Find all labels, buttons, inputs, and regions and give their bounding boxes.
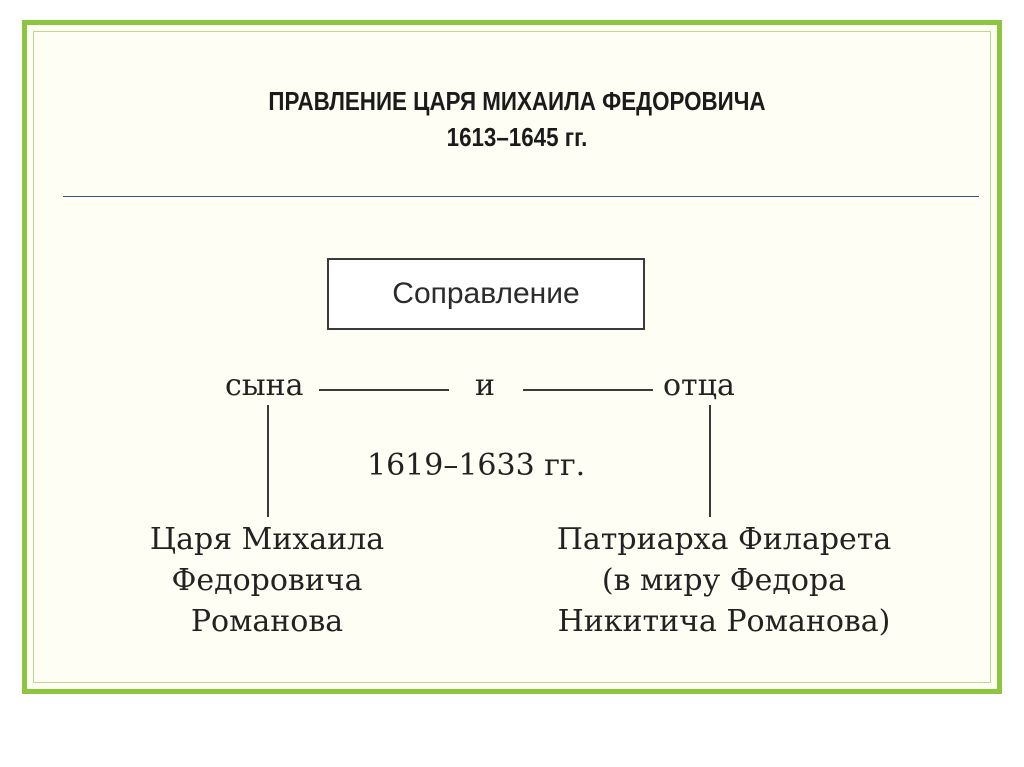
title-divider xyxy=(63,196,979,197)
co-rule-period: 1619–1633 гг. xyxy=(367,448,586,483)
connector-son-down xyxy=(267,405,269,517)
connector-and-father xyxy=(523,389,653,391)
connector-father-down xyxy=(709,405,711,517)
father-name-line-3: Никитича Романова) xyxy=(557,604,891,639)
title-line-1: ПРАВЛЕНИЕ ЦАРЯ МИХАИЛА ФЕДОРОВИЧА xyxy=(268,86,766,116)
co-rule-box xyxy=(327,258,645,330)
son-label: сына xyxy=(225,368,304,403)
son-name-line-3: Романова xyxy=(190,604,344,639)
father-name-line-1: Патриарха Филарета xyxy=(556,522,892,557)
father-label: отца xyxy=(663,368,735,403)
son-name-line-2: Федоровича xyxy=(171,563,363,598)
slide-title xyxy=(96,83,939,155)
co-rule-label: Соправление xyxy=(392,277,580,310)
and-label: и xyxy=(475,368,495,403)
title-line-2: 1613–1645 гг. xyxy=(446,122,588,152)
father-name-block xyxy=(539,519,909,642)
son-name-line-1: Царя Михаила xyxy=(149,522,385,557)
slide-frame xyxy=(22,20,1002,694)
son-name-block xyxy=(117,519,417,642)
father-name-line-2: (в миру Федора xyxy=(601,563,847,598)
connector-son-and xyxy=(319,389,449,391)
